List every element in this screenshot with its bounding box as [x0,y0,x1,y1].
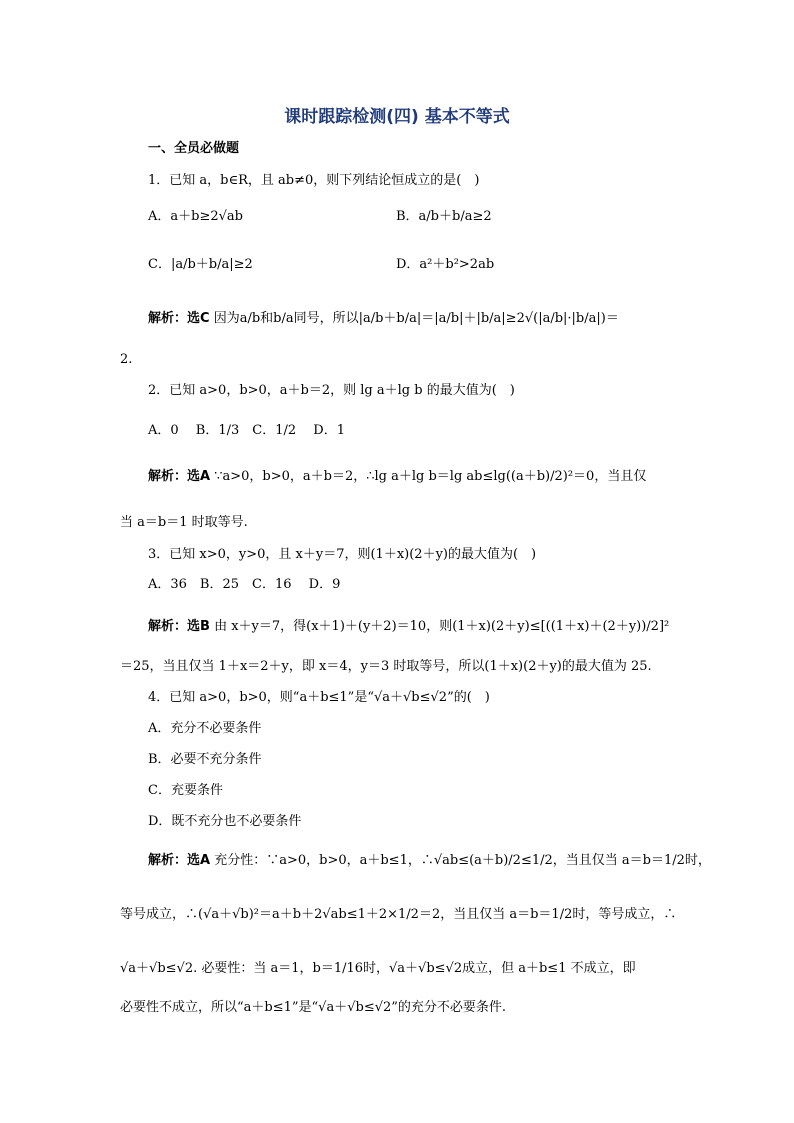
question-1-stem: 1．已知 a，b∈R，且 ab≠0，则下列结论恒成立的是( ) [148,173,480,188]
question-2-solution [148,468,646,486]
question-4-option-b: B．必要不充分条件 [148,752,262,767]
solution-label: 解析：选A [148,469,211,484]
question-2-solution-cont: 当 a＝b＝1 时取等号. [120,515,248,530]
question-4-option-c: C．充要条件 [148,783,223,798]
question-4-solution-line4: 必要性不成立，所以“a＋b≤1”是“√a＋√b≤√2”的充分不必要条件. [120,1000,507,1015]
question-1-option-c: C．|a/b＋b/a|≥2 [148,257,253,272]
solution-text: 由 x＋y＝7，得(x＋1)＋(y＋2)＝10，则(1＋x)(2＋y)≤[((1＋x)＋(2＋y))/2]² [214,619,670,634]
solution-text: 充分性：∵a>0，b>0，a＋b≤1，∴√ab≤(a＋b)/2≤1/2，当且仅当 a＝b＝1/2时， [214,853,711,868]
question-4-solution [148,852,711,870]
question-4-solution-line2: 等号成立，∴(√a＋√b)²＝a＋b＋2√ab≤1＋2×1/2＝2，当且仅当 a＝b＝1/2时，等号成立，∴ [120,907,677,922]
question-4-option-a: A．充分不必要条件 [148,721,262,736]
solution-label: 解析：选C [148,311,210,326]
question-1-option-b: B．a/b＋b/a≥2 [396,209,492,224]
question-3-options: A．36 B．25 C．16 D．9 [148,577,341,592]
question-1-solution-cont: 2. [120,352,133,367]
section-heading: 一、全员必做题 [148,141,240,156]
solution-text: ∵a>0，b>0，a＋b＝2，∴lg a＋lg b＝lg ab≤lg((a＋b)/2)²＝0，当且仅 [214,469,647,484]
question-1-solution [148,310,619,328]
solution-label: 解析：选A [148,853,211,868]
question-4-solution-line3: √a＋√b≤√2. 必要性：当 a＝1，b＝1/16时，√a＋√b≤√2成立，但 a＋b≤1 不成立，即 [120,961,636,976]
question-3-stem: 3．已知 x>0，y>0，且 x＋y＝7，则(1＋x)(2＋y)的最大值为( ) [148,547,537,562]
solution-text: 因为a/b和b/a同号，所以|a/b＋b/a|＝|a/b|＋|b/a|≥2√(|a/b|·|b/a|)＝ [213,311,619,326]
solution-label: 解析：选B [148,619,210,634]
question-4-option-d: D．既不充分也不必要条件 [148,814,302,829]
question-2-options: A．0 B．1/3 C．1/2 D．1 [148,423,345,438]
page-title: 课时跟踪检测(四) 基本不等式 [284,107,510,127]
question-4-stem: 4．已知 a>0，b>0，则“a＋b≤1”是“√a＋√b≤√2”的( ) [148,690,490,705]
question-2-stem: 2．已知 a>0，b>0，a＋b＝2，则 lg a＋lg b 的最大值为( ) [148,383,515,398]
question-3-solution-cont: ＝25，当且仅当 1＋x＝2＋y，即 x＝4，y＝3 时取等号，所以(1＋x)(2＋y)的最大值为 25. [120,659,652,674]
question-1-option-d: D．a²＋b²>2ab [396,257,495,272]
question-3-solution [148,618,669,636]
question-1-option-a: A．a＋b≥2√ab [148,209,243,224]
